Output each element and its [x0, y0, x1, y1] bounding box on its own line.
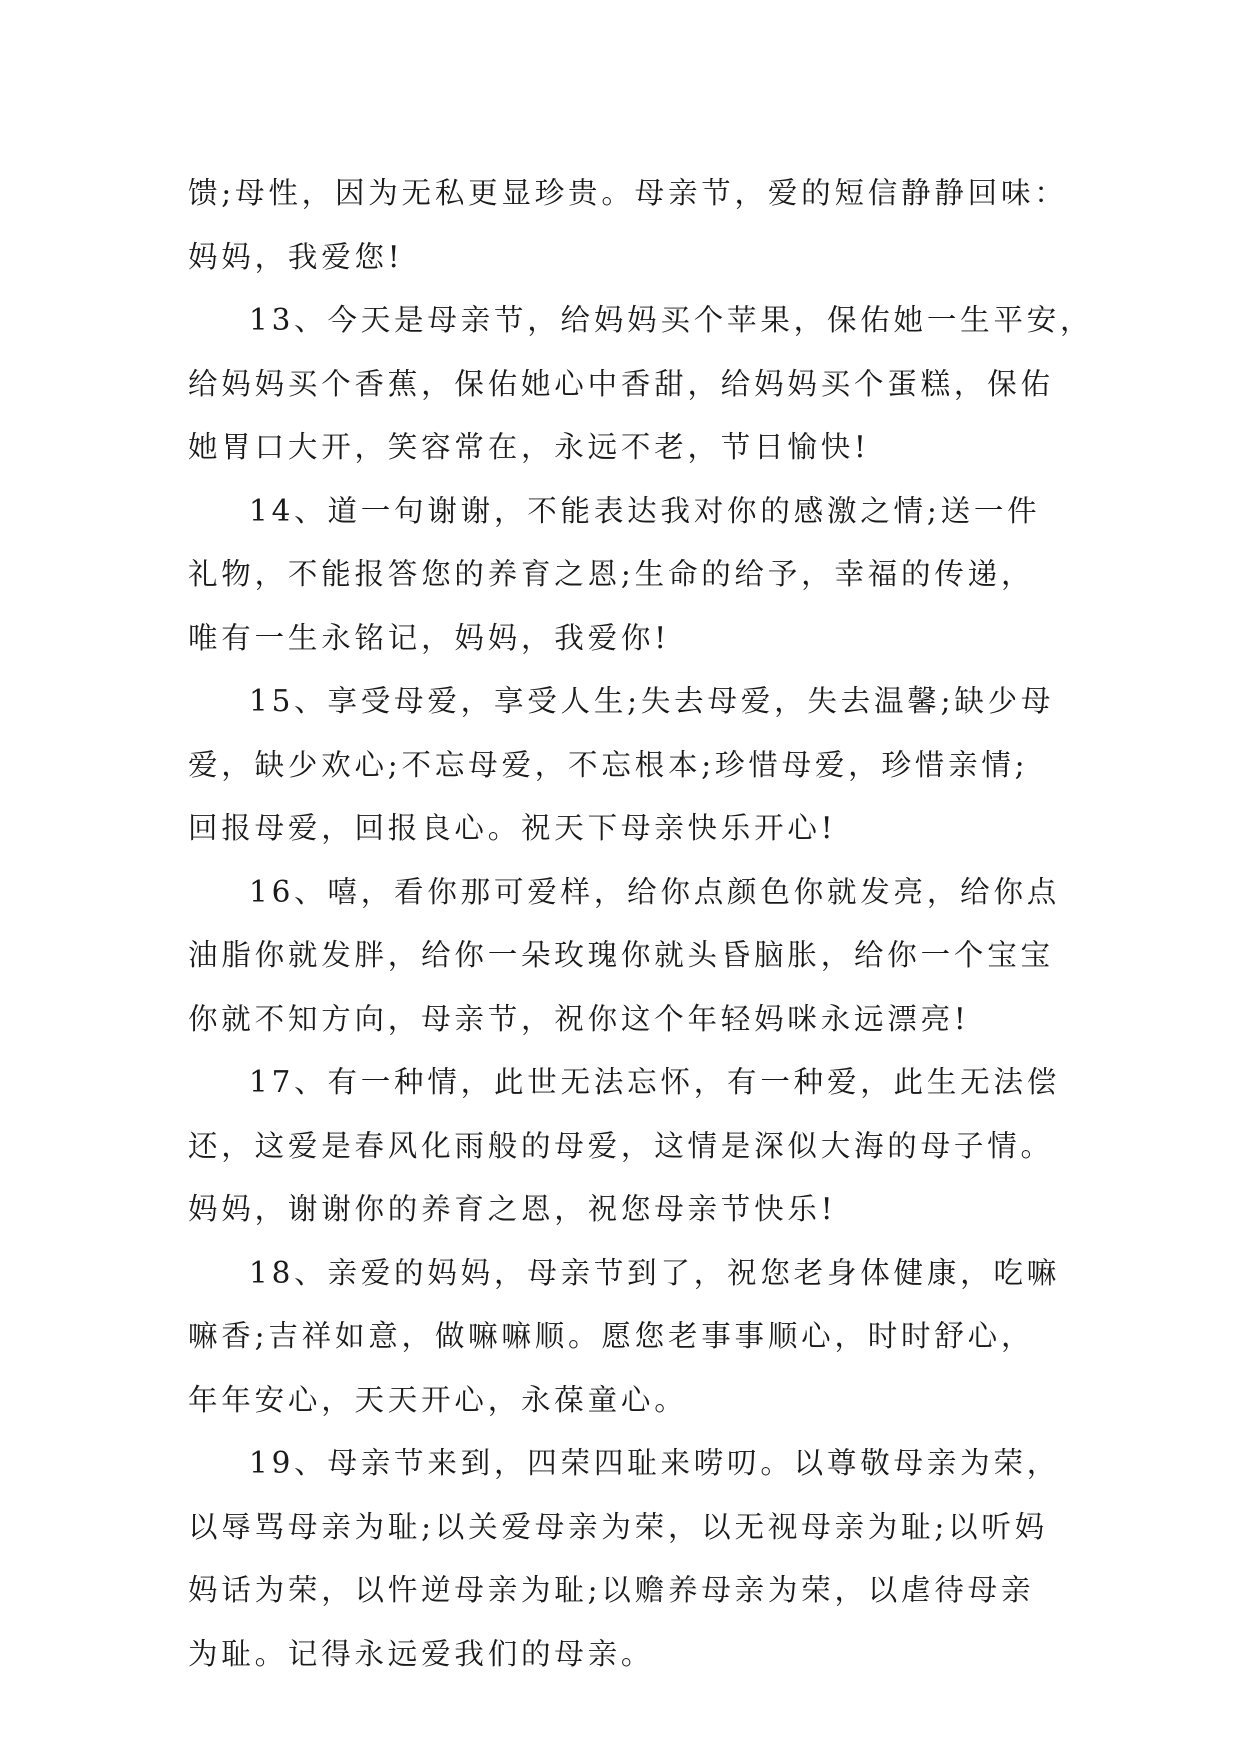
- text-line: 你就不知方向，母亲节，祝你这个年轻妈咪永远漂亮!: [188, 1001, 970, 1036]
- text-line: 礼物，不能报答您的养育之恩;生命的给予，幸福的传递，: [188, 557, 1035, 591]
- text-line: 妈妈，我爱您!: [188, 239, 404, 274]
- text-line: 回报母爱，回报良心。祝天下母亲快乐开心!: [188, 811, 837, 845]
- paragraph-14-start: 14、道一句谢谢，不能表达我对你的感激之情;送一件: [249, 493, 1041, 528]
- paragraph-17-start: 17、有一种情，此世无法忘怀，有一种爱，此生无法偿: [249, 1065, 1061, 1099]
- text-line: 年年安心，天天开心，永葆童心。: [188, 1382, 688, 1417]
- paragraph-15-start: 15、享受母爱，享受人生;失去母爱，失去温馨;缺少母: [249, 684, 1055, 718]
- paragraph-13-start: 13、今天是母亲节，给妈妈买个苹果，保佑她一生平安，: [249, 303, 1094, 337]
- text-line: 她胃口大开，笑容常在，永远不老，节日愉快!: [188, 430, 870, 464]
- text-line: 为耻。记得永远爱我们的母亲。: [188, 1636, 655, 1671]
- text-line: 妈话为荣，以忤逆母亲为耻;以赡养母亲为荣，以虐待母亲: [188, 1573, 1035, 1607]
- text-line: 爱，缺少欢心;不忘母爱，不忘根本;珍惜母爱，珍惜亲情;: [188, 747, 1029, 782]
- paragraph-18-start: 18、亲爱的妈妈，母亲节到了，祝您老身体健康，吃嘛: [249, 1255, 1061, 1290]
- document-body: [188, 162, 1094, 1686]
- text-line: 给妈妈买个香蕉，保佑她心中香甜，给妈妈买个蛋糕，保佑: [188, 366, 1054, 401]
- text-line: 唯有一生永铭记，妈妈，我爱你!: [188, 620, 670, 655]
- text-line: 妈妈，谢谢你的养育之恩，祝您母亲节快乐!: [188, 1192, 837, 1226]
- paragraph-19-start: 19、母亲节来到，四荣四耻来唠叨。以尊敬母亲为荣，: [249, 1446, 1061, 1480]
- text-line: 馈;母性，因为无私更显珍贵。母亲节，爱的短信静静回味：: [188, 176, 1068, 210]
- text-line: 嘛香;吉祥如意，做嘛嘛顺。愿您老事事顺心，时时舒心，: [188, 1319, 1035, 1353]
- text-line: 以辱骂母亲为耻;以关爱母亲为荣，以无视母亲为耻;以听妈: [188, 1509, 1048, 1544]
- text-line: 油脂你就发胖，给你一朵玫瑰你就头昏脑胀，给你一个宝宝: [188, 938, 1054, 972]
- paragraph-16-start: 16、嘻，看你那可爱样，给你点颜色你就发亮，给你点: [249, 874, 1061, 909]
- text-line: 还，这爱是春风化雨般的母爱，这情是深似大海的母子情。: [188, 1128, 1054, 1163]
